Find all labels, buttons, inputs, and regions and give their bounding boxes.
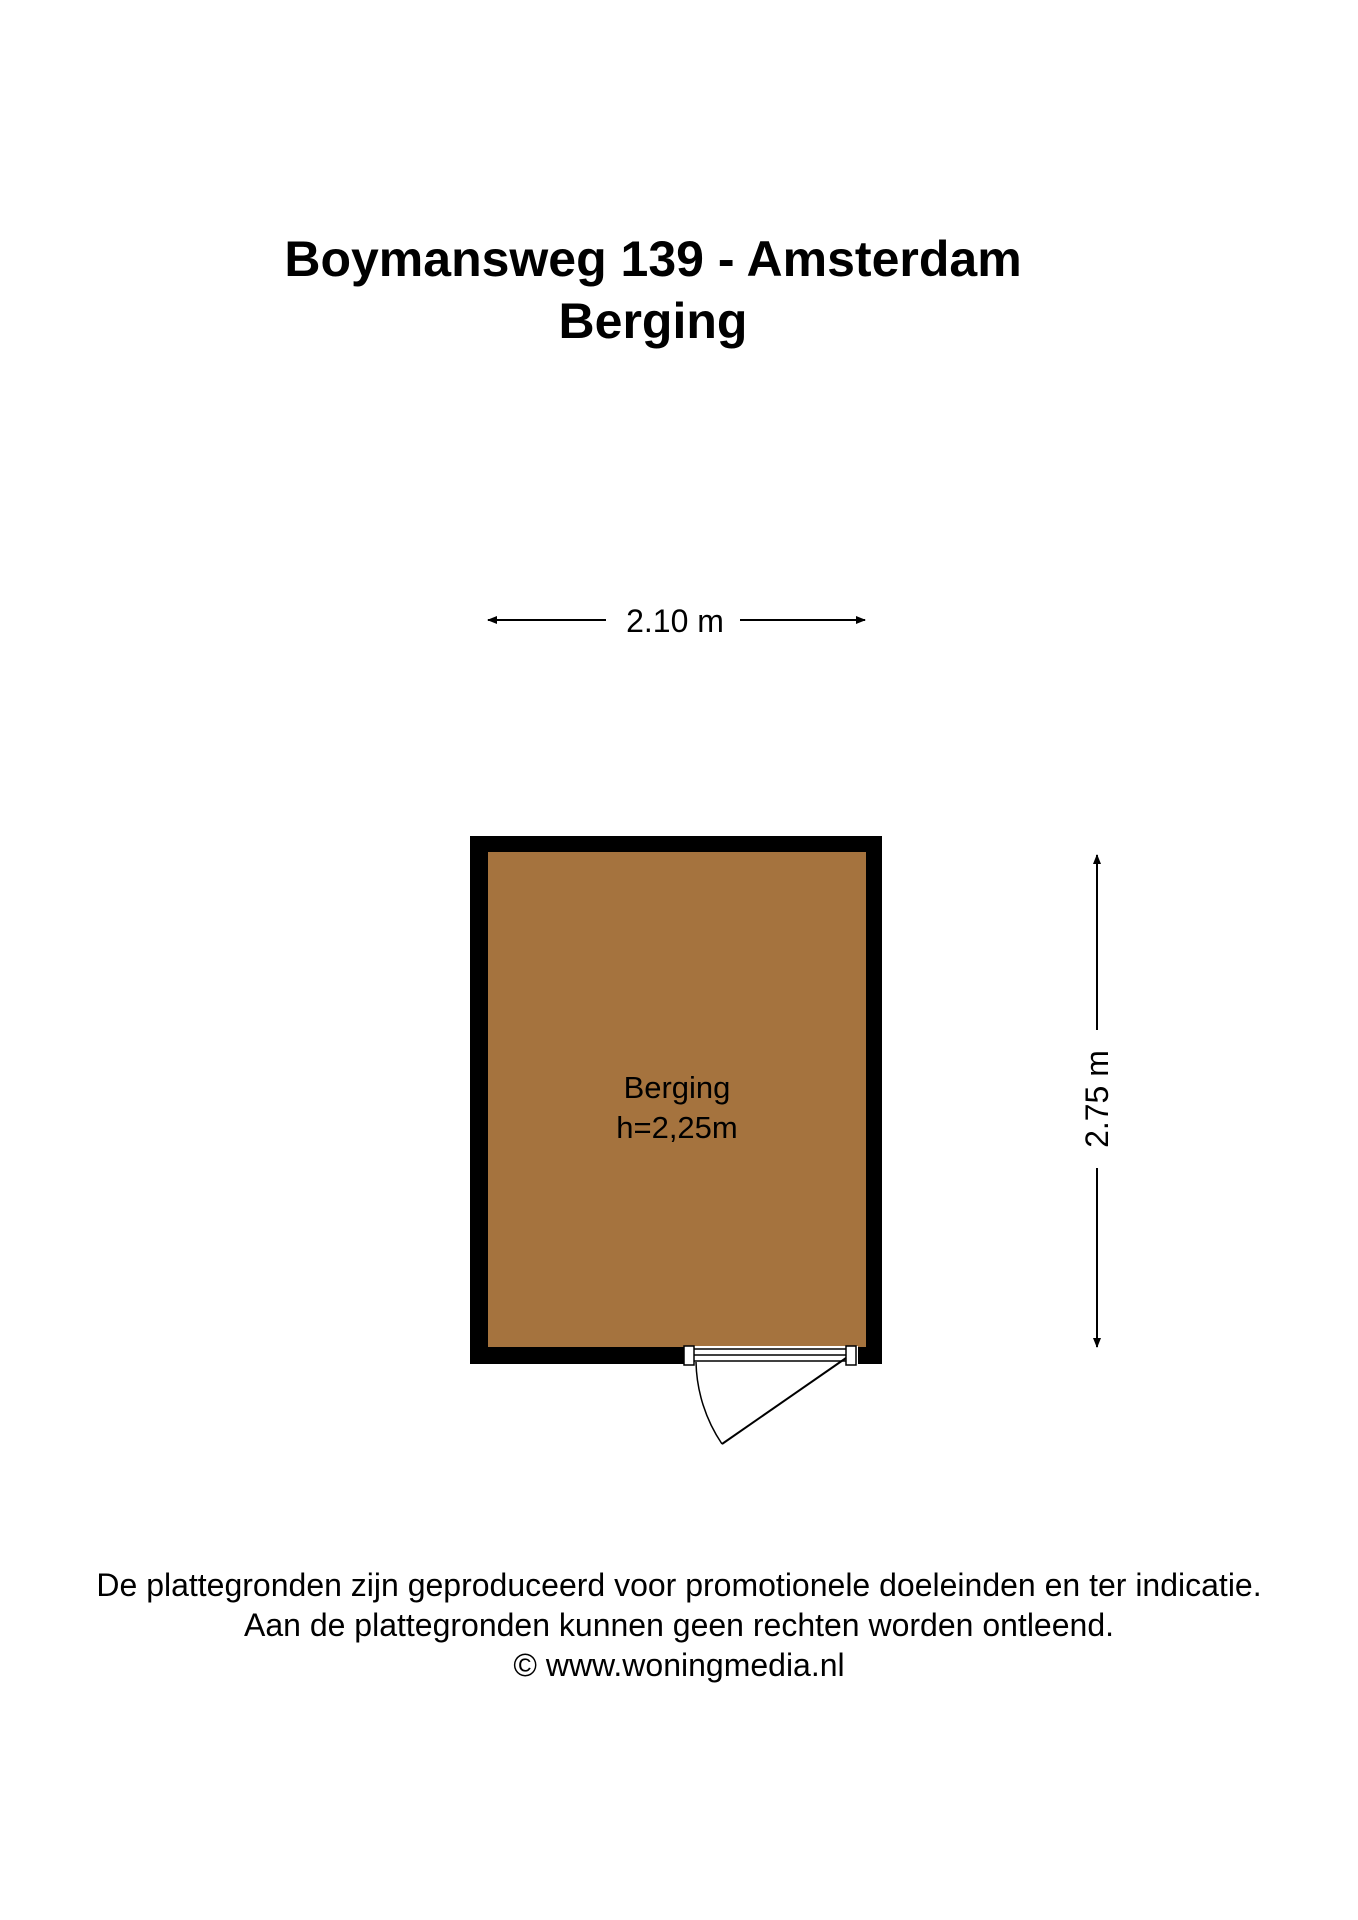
door-leaf [722,1358,846,1444]
disclaimer-line-2: Aan de plattegronden kunnen geen rechten worden ontleend. [243,1607,1114,1643]
depth-dimension [1079,855,1115,1347]
door-frame-right [846,1346,856,1365]
depth-label: 2.75 m [1079,1050,1115,1148]
disclaimer [0,1565,1358,1685]
page-title: Boymansweg 139 - Amsterdam [284,231,1022,287]
room-berging [470,836,882,1444]
width-label: 2.10 m [626,603,724,639]
room-name: Berging [623,1070,731,1105]
width-dimension [488,603,865,639]
disclaimer-line-1: De plattegronden zijn geproduceerd voor promotionele doeleinden en ter indicatie. [96,1567,1262,1603]
page-subtitle: Berging [558,293,748,349]
room-height: h=2,25m [616,1110,738,1145]
door-frame-left [684,1346,694,1365]
door-swing-arc [696,1362,722,1444]
copyright-line: © www.woningmedia.nl [513,1647,845,1683]
